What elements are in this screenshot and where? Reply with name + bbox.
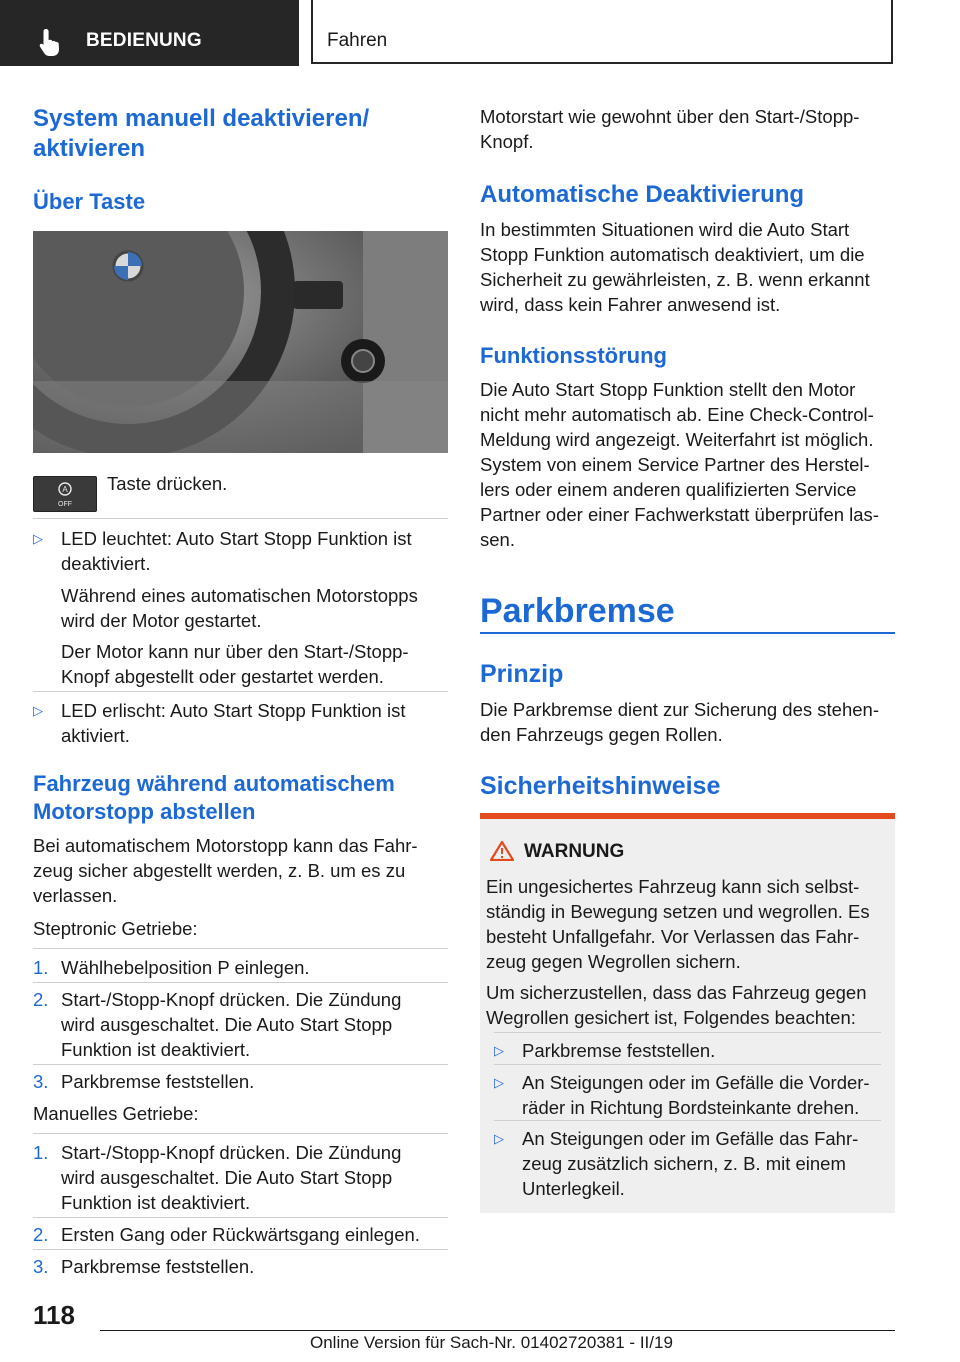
- separator: [33, 1217, 448, 1218]
- paragraph: [486, 980, 866, 1030]
- text-line: Knopf.: [480, 131, 534, 152]
- triangle-bullet-icon: ▷: [494, 1131, 504, 1146]
- separator: [33, 1249, 448, 1250]
- bullet-line: Parkbremse feststellen.: [522, 1040, 716, 1061]
- step-line: Wählhebelposition P einlegen.: [61, 957, 310, 978]
- text-line: In bestimmten Situationen wird die Auto Start: [480, 219, 850, 240]
- text-line: zeug gegen Wegrollen sichern.: [486, 951, 741, 972]
- step-line: Parkbremse feststellen.: [61, 1256, 255, 1277]
- text-line: Sicherheit zu gewährleisten, z. B. wenn erkannt: [480, 269, 870, 290]
- bullet-line: räder in Richtung Bordsteinkante drehen.: [522, 1097, 860, 1118]
- step-number: 2.: [33, 989, 49, 1010]
- separator: [494, 1064, 881, 1065]
- bullet-line: Unterlegkeil.: [522, 1178, 625, 1199]
- bullet-line: LED erlischt: Auto Start Stopp Funktion ist: [61, 700, 406, 721]
- text-line: verlassen.: [33, 885, 118, 906]
- triangle-bullet-icon: ▷: [494, 1043, 504, 1058]
- hand-pointer-icon: [38, 27, 64, 57]
- auto-start-stop-button-icon: [33, 476, 97, 512]
- bullet-line: deaktiviert.: [61, 553, 151, 574]
- separator: [494, 1032, 881, 1033]
- text-line: Die Auto Start Stopp Funktion stellt den Motor: [480, 379, 856, 400]
- text-line: besteht Unfallgefahr. Vor Verlassen das Fahr-: [486, 926, 860, 947]
- step-line: wird ausgeschaltet. Die Auto Start Stopp: [61, 1014, 393, 1035]
- chapter-title-parkbremse: Parkbremse: [480, 592, 675, 630]
- section-title-auto: Automatische Deaktivierung: [480, 181, 805, 208]
- cockpit-illustration: [33, 231, 448, 453]
- step-line: Funktion ist deaktiviert.: [61, 1192, 251, 1213]
- text-line: Während eines automatischen Motorstopps: [61, 585, 418, 606]
- bullet-line: An Steigungen oder im Gefälle das Fahr-: [522, 1128, 859, 1149]
- footer-rule: [100, 1330, 895, 1331]
- bullet-line: zeug zusätzlich sichern, z. B. mit einem: [522, 1153, 846, 1174]
- text-line: Partner oder einer Fachwerkstatt überprüfen las-: [480, 504, 879, 525]
- text-line: Ein ungesichertes Fahrzeug kann sich selbst-: [486, 876, 860, 897]
- warning-label: WARNUNG: [524, 841, 625, 862]
- text-line: Bei automatischem Motorstopp kann das Fahr-: [33, 835, 418, 856]
- section-title-manual: System manuell deaktivieren/ aktivieren: [33, 105, 370, 162]
- separator: [33, 1133, 448, 1134]
- text-line: den Fahrzeugs gegen Rollen.: [480, 724, 723, 745]
- bullet-line: LED leuchtet: Auto Start Stopp Funktion ist: [61, 528, 412, 549]
- warning-bar: [480, 813, 895, 819]
- text-line: wird, dass kein Fahrer anwesend ist.: [480, 294, 781, 315]
- press-button-text: Taste drücken.: [107, 473, 228, 494]
- svg-text:A: A: [62, 485, 68, 494]
- section-label: BEDIENUNG: [86, 30, 202, 51]
- text-line: Die Parkbremse dient zur Sicherung des stehen-: [480, 699, 879, 720]
- step-number: 3.: [33, 1071, 49, 1092]
- step-number: 2.: [33, 1224, 49, 1245]
- separator: [494, 1120, 881, 1121]
- step-number: 1.: [33, 957, 49, 978]
- separator: [33, 1064, 448, 1065]
- header-chapter-box: [311, 0, 893, 64]
- subtitle-fault: Funktionsstörung: [480, 343, 667, 368]
- separator: [33, 982, 448, 983]
- svg-text:OFF: OFF: [58, 501, 72, 508]
- paragraph: [61, 639, 409, 689]
- step-line: Parkbremse feststellen.: [61, 1071, 255, 1092]
- text-line: zeug sicher abgestellt werden, z. B. um es zu: [33, 860, 406, 881]
- manual-label: Manuelles Getriebe:: [33, 1103, 199, 1124]
- bullet-line: aktiviert.: [61, 725, 130, 746]
- separator: [33, 691, 448, 692]
- paragraph: [480, 377, 879, 552]
- step-line: Start-/Stopp-Knopf drücken. Die Zündung: [61, 989, 402, 1010]
- triangle-bullet-icon: ▷: [33, 703, 43, 718]
- text-line: Stopp Funktion automatisch deaktiviert, um die: [480, 244, 865, 265]
- text-line: Der Motor kann nur über den Start-/Stopp-: [61, 641, 409, 662]
- paragraph: [33, 833, 418, 908]
- text-line: Um sicherzustellen, dass das Fahrzeug gegen: [486, 982, 867, 1003]
- paragraph: [480, 697, 879, 747]
- text-line: lers oder einem anderen qualifizierten Service: [480, 479, 857, 500]
- footer-note: Online Version für Sach-Nr. 01402720381 - II/19: [310, 1333, 673, 1352]
- bullet-line: An Steigungen oder im Gefälle die Vorder-: [522, 1072, 870, 1093]
- step-number: 3.: [33, 1256, 49, 1277]
- header-section-tab: [0, 0, 299, 66]
- text-line: Meldung wird angezeigt. Weiterfahrt ist möglich.: [480, 429, 874, 450]
- triangle-bullet-icon: ▷: [494, 1075, 504, 1090]
- separator: [33, 948, 448, 949]
- paragraph: [61, 583, 418, 633]
- step-line: Funktion ist deaktiviert.: [61, 1039, 251, 1060]
- paragraph: [480, 104, 859, 154]
- text-line: ständig in Bewegung setzen und wegrollen. Es: [486, 901, 870, 922]
- text-line: System von einem Service Partner des Herstel-: [480, 454, 870, 475]
- step-line: Start-/Stopp-Knopf drücken. Die Zündung: [61, 1142, 402, 1163]
- text-line: Knopf abgestellt oder gestartet werden.: [61, 666, 384, 687]
- cockpit-photo: [33, 231, 448, 453]
- step-line: wird ausgeschaltet. Die Auto Start Stopp: [61, 1167, 393, 1188]
- title-underline: [480, 632, 895, 634]
- text-line: nicht mehr automatisch ab. Eine Check-Control-: [480, 404, 874, 425]
- text-line: sen.: [480, 529, 515, 550]
- triangle-bullet-icon: ▷: [33, 531, 43, 546]
- separator: [33, 518, 448, 519]
- step-line: Ersten Gang oder Rückwärtsgang einlegen.: [61, 1224, 420, 1245]
- subtitle-via-button: Über Taste: [33, 189, 146, 214]
- subtitle-safety: Sicherheitshinweise: [480, 772, 721, 800]
- subtitle-stop-vehicle: Fahrzeug während automatischem Motorstopp abstellen: [33, 771, 395, 824]
- step-number: 1.: [33, 1142, 49, 1163]
- warning-box: [480, 813, 895, 1213]
- subtitle-prinzip: Prinzip: [480, 660, 564, 688]
- steptronic-label: Steptronic Getriebe:: [33, 918, 198, 939]
- paragraph: [486, 874, 870, 974]
- text-line: Wegrollen gesichert ist, Folgendes beachten:: [486, 1007, 856, 1028]
- page-number: 118: [33, 1300, 75, 1330]
- text-line: Motorstart wie gewohnt über den Start-/Stopp-: [480, 106, 860, 127]
- chapter-label: Fahren: [327, 30, 388, 51]
- warning-triangle-icon: [490, 841, 514, 861]
- paragraph: [480, 217, 870, 317]
- text-line: wird der Motor gestartet.: [61, 610, 262, 631]
